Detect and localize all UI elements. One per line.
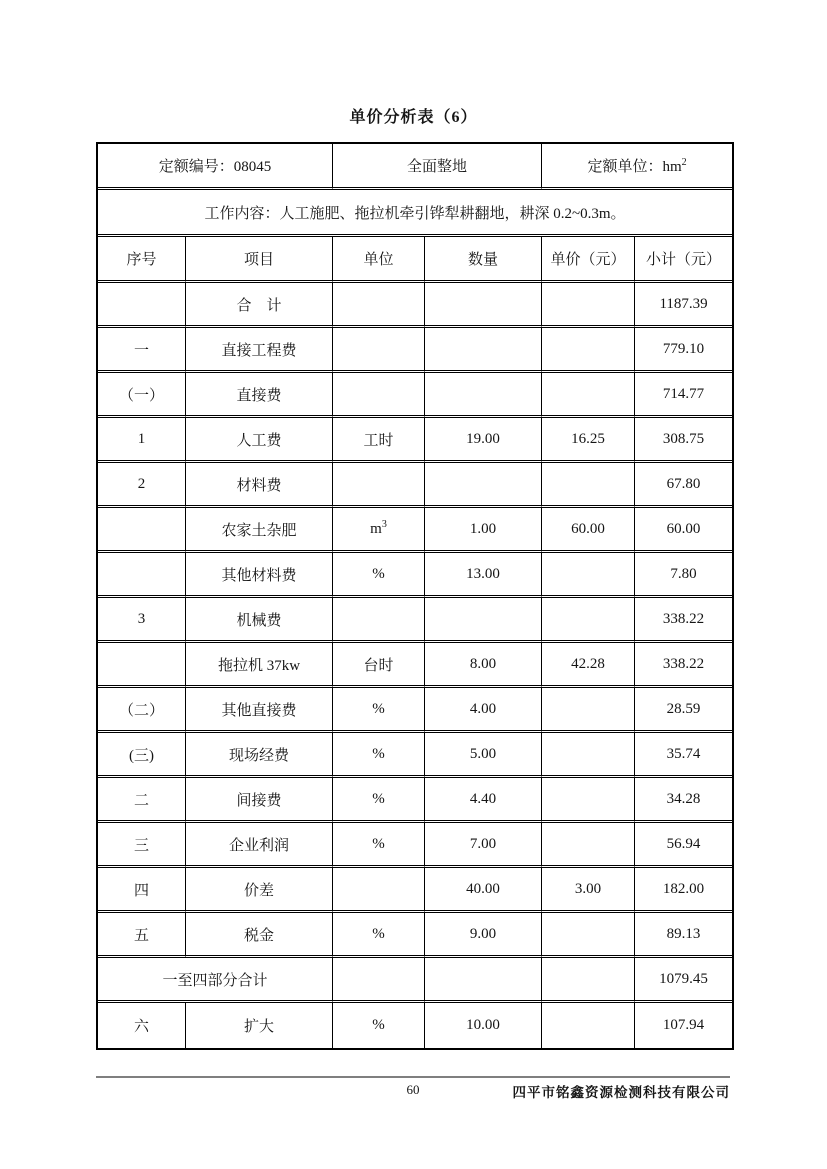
seq-cell: 2 [98,463,186,508]
unit-cell: % [333,733,425,778]
quota-info-row [98,144,732,190]
unit-price-analysis-table [96,142,734,1050]
table-body [98,144,732,1048]
subtotal-cell: 338.22 [635,643,732,688]
price-cell [542,958,635,1003]
subtotal-cell: 34.28 [635,778,732,823]
page-title: 单价分析表（6） [349,109,478,126]
subtotal-cell: 338.22 [635,598,732,643]
qty-cell [425,283,542,328]
unit-cell: % [333,1003,425,1048]
item-cell: 合 计 [186,283,333,328]
price-cell: 42.28 [542,643,635,688]
qty-cell: 9.00 [425,913,542,958]
subtotal-cell: 714.77 [635,373,732,418]
unit-cell: $m^3$ [333,508,425,553]
table-row [98,373,732,418]
qty-cell [425,598,542,643]
price-cell [542,823,635,868]
table-row [98,463,732,508]
price-cell [542,553,635,598]
item-cell: 现场经费 [186,733,333,778]
table-row [98,778,732,823]
work-content-cell: 工作内容：人工施肥、拖拉机牵引铧犁耕翻地，耕深 0.2~0.3m。 [98,190,732,237]
unit-cell [333,958,425,1003]
unit-cell [333,598,425,643]
unit-cell: 台时 [333,643,425,688]
price-cell [542,598,635,643]
seq-cell [98,508,186,553]
quota-unit-superscript: 2 [681,157,687,168]
item-cell: 一至四部分合计 [98,958,333,1003]
unit-cell: % [333,778,425,823]
seq-cell [98,553,186,598]
work-name-cell: 全面整地 [333,144,542,190]
unit-cell [333,868,425,913]
price-cell [542,463,635,508]
subtotal-cell: 1187.39 [635,283,732,328]
item-cell: 其他直接费 [186,688,333,733]
qty-cell: 4.40 [425,778,542,823]
item-cell: 企业利润 [186,823,333,868]
seq-cell [98,643,186,688]
item-cell: 其他材料费 [186,553,333,598]
price-cell: 3.00 [542,868,635,913]
unit-cell: % [333,823,425,868]
subtotal-cell: 779.10 [635,328,732,373]
price-cell [542,688,635,733]
work-content-row [98,190,732,237]
table-row [98,598,732,643]
table-row [98,643,732,688]
price-cell [542,1003,635,1048]
unit-cell: % [333,688,425,733]
table-row [98,1003,732,1048]
unit-cell: % [333,913,425,958]
item-cell: 税金 [186,913,333,958]
column-header-unit: 单位 [333,237,425,283]
unit-cell [333,373,425,418]
qty-cell [425,958,542,1003]
unit-cell [333,328,425,373]
column-header-row [98,237,732,283]
table-row [98,328,732,373]
qty-cell: 40.00 [425,868,542,913]
quota-unit-cell [542,144,732,190]
seq-cell: （一） [98,373,186,418]
qty-cell: 1.00 [425,508,542,553]
table-row [98,688,732,733]
qty-cell: 8.00 [425,643,542,688]
table-row [98,283,732,328]
seq-cell: 3 [98,598,186,643]
item-cell: 直接费 [186,373,333,418]
subtotal-cell: 60.00 [635,508,732,553]
qty-cell: 13.00 [425,553,542,598]
footer-divider [96,1076,730,1078]
price-cell [542,283,635,328]
item-cell: 材料费 [186,463,333,508]
price-cell [542,778,635,823]
column-header-item: 项目 [186,237,333,283]
qty-cell: 10.00 [425,1003,542,1048]
subtotal-cell: 56.94 [635,823,732,868]
item-cell: 拖拉机 37kw [186,643,333,688]
price-cell: 16.25 [542,418,635,463]
unit-cell [333,463,425,508]
price-cell [542,373,635,418]
unit-cell [333,283,425,328]
column-header-subtotal: 小计（元） [635,237,732,283]
unit-cell: 工时 [333,418,425,463]
item-cell: 人工费 [186,418,333,463]
column-header-price: 单价（元） [542,237,635,283]
seq-cell: 三 [98,823,186,868]
qty-cell [425,463,542,508]
table-row [98,553,732,598]
table-row [98,823,732,868]
item-cell: 机械费 [186,598,333,643]
price-cell: 60.00 [542,508,635,553]
table-row [98,733,732,778]
item-cell: 价差 [186,868,333,913]
seq-cell: 二 [98,778,186,823]
subtotal-cell: 7.80 [635,553,732,598]
subtotal-cell: 182.00 [635,868,732,913]
item-cell: 扩大 [186,1003,333,1048]
table-row [98,868,732,913]
subtotal-cell: 35.74 [635,733,732,778]
seq-cell: 一 [98,328,186,373]
table-row [98,508,732,553]
quota-unit-text: 定额单位：hm [587,159,682,175]
qty-cell: 5.00 [425,733,542,778]
page-number: 60 [406,1082,420,1097]
item-cell: 间接费 [186,778,333,823]
seq-cell: 1 [98,418,186,463]
seq-cell: (三) [98,733,186,778]
subtotal-cell: 308.75 [635,418,732,463]
item-cell: 农家土杂肥 [186,508,333,553]
subtotal-cell: 28.59 [635,688,732,733]
seq-cell [98,283,186,328]
quota-number-cell: 定额编号：08045 [98,144,333,190]
price-cell [542,733,635,778]
price-cell [542,328,635,373]
subtotal-cell: 107.94 [662,1017,705,1033]
column-header-seq: 序号 [98,237,186,283]
seq-cell: （二） [98,688,186,733]
column-header-qty: 数量 [425,237,542,283]
qty-cell: 19.00 [425,418,542,463]
subtotal-cell: 67.80 [635,463,732,508]
seq-cell: 六 [98,1003,186,1048]
seq-cell: 五 [98,913,186,958]
unit-cell: % [333,553,425,598]
price-cell [542,913,635,958]
footer-company-name: 四平市铭鑫资源检测科技有限公司 [512,1085,730,1100]
qty-cell [425,328,542,373]
table-row [98,958,732,1003]
subtotal-cell: 89.13 [635,913,732,958]
item-cell: 直接工程费 [186,328,333,373]
table-row [98,418,732,463]
table-row [98,913,732,958]
qty-cell: 4.00 [425,688,542,733]
qty-cell: 7.00 [425,823,542,868]
seq-cell: 四 [98,868,186,913]
subtotal-cell: 1079.45 [635,958,732,1003]
unit-superscript: 3 [381,518,387,530]
qty-cell [425,373,542,418]
